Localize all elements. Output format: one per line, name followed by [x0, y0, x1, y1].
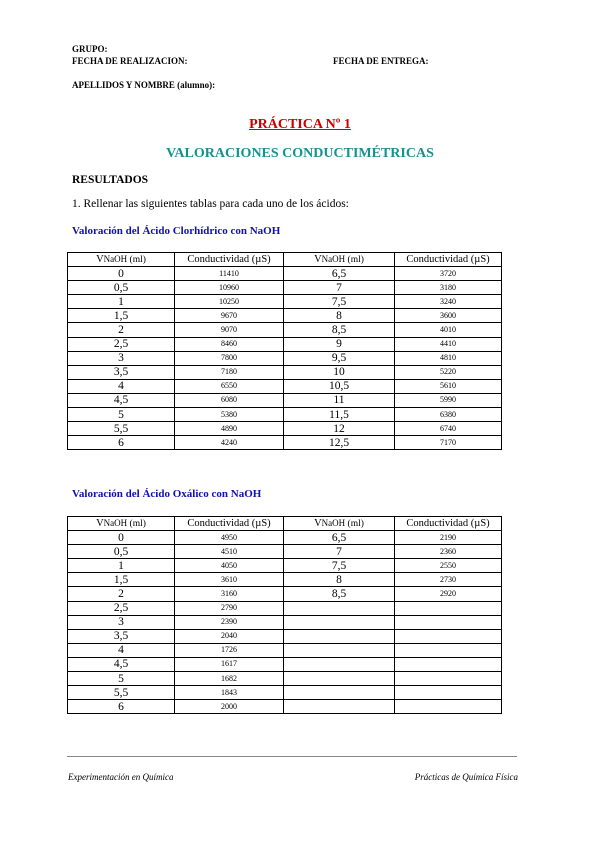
results-heading: RESULTADOS — [72, 174, 149, 186]
table-row — [68, 309, 502, 323]
practice-title: PRÁCTICA Nº 1 — [249, 117, 351, 132]
table-row — [68, 545, 502, 559]
conductivity-cell: 5610 — [395, 379, 502, 393]
conductivity-cell: 3240 — [395, 295, 502, 309]
volume-cell: 7,5 — [284, 559, 395, 573]
volume-cell — [284, 700, 395, 714]
volume-cell: 4 — [68, 643, 175, 657]
conductivity-cell: 2390 — [175, 615, 284, 629]
volume-cell: 3 — [68, 615, 175, 629]
conductivity-cell — [395, 700, 502, 714]
volume-cell: 4,5 — [68, 393, 175, 407]
conductivity-cell — [395, 601, 502, 615]
volume-cell: 2,5 — [68, 601, 175, 615]
volume-cell — [284, 686, 395, 700]
volume-cell: 6 — [68, 700, 175, 714]
volume-cell: 0,5 — [68, 545, 175, 559]
volume-cell — [284, 672, 395, 686]
volume-cell: 8,5 — [284, 587, 395, 601]
conductivity-cell: 2790 — [175, 601, 284, 615]
volume-header: VNaOH (ml) — [284, 253, 395, 267]
conductivity-cell: 1682 — [175, 672, 284, 686]
volume-cell: 8 — [284, 573, 395, 587]
conductivity-cell: 11410 — [175, 267, 284, 281]
conductivity-cell: 9070 — [175, 323, 284, 337]
conductivity-cell — [395, 643, 502, 657]
table-row — [68, 281, 502, 295]
conductivity-cell: 4410 — [395, 337, 502, 351]
table-row — [68, 323, 502, 337]
conductivity-cell: 3180 — [395, 281, 502, 295]
volume-cell: 2 — [68, 323, 175, 337]
volume-cell: 11,5 — [284, 408, 395, 422]
conductivity-cell: 2920 — [395, 587, 502, 601]
volume-cell: 10,5 — [284, 379, 395, 393]
volume-cell: 5 — [68, 408, 175, 422]
hcl-titration-table — [67, 252, 502, 450]
table2-title: Valoración del Ácido Oxálico con NaOH — [72, 488, 262, 500]
table-row — [68, 657, 502, 671]
table-row — [68, 643, 502, 657]
table-row — [68, 686, 502, 700]
volume-cell: 5,5 — [68, 686, 175, 700]
conductivity-cell: 7170 — [395, 436, 502, 450]
conductivity-cell: 2360 — [395, 545, 502, 559]
volume-cell: 5 — [68, 672, 175, 686]
conductivity-cell: 6080 — [175, 393, 284, 407]
conductivity-cell: 2730 — [395, 573, 502, 587]
table-row — [68, 531, 502, 545]
conductivity-cell: 6740 — [395, 422, 502, 436]
conductivity-cell: 8460 — [175, 337, 284, 351]
conductivity-cell: 3600 — [395, 309, 502, 323]
volume-cell: 1,5 — [68, 309, 175, 323]
conductivity-cell: 9670 — [175, 309, 284, 323]
footer-left: Experimentación en Química — [68, 772, 174, 782]
date-due-label: FECHA DE ENTREGA: — [333, 56, 429, 66]
volume-header: VNaOH (ml) — [68, 253, 175, 267]
table-header-row — [68, 253, 502, 267]
volume-cell: 4 — [68, 379, 175, 393]
conductivity-cell: 10960 — [175, 281, 284, 295]
conductivity-cell: 2550 — [395, 559, 502, 573]
volume-cell: 6,5 — [284, 267, 395, 281]
student-name-label: APELLIDOS Y NOMBRE (alumno): — [72, 80, 216, 90]
volume-cell — [284, 657, 395, 671]
volume-cell: 11 — [284, 393, 395, 407]
volume-cell: 3 — [68, 351, 175, 365]
volume-header: VNaOH (ml) — [284, 517, 395, 531]
volume-cell: 0,5 — [68, 281, 175, 295]
table-row — [68, 700, 502, 714]
conductivity-cell: 4810 — [395, 351, 502, 365]
volume-cell: 9,5 — [284, 351, 395, 365]
volume-cell — [284, 643, 395, 657]
table-row — [68, 615, 502, 629]
conductivity-header: Conductividad (µS) — [175, 253, 284, 267]
topic-title: VALORACIONES CONDUCTIMÉTRICAS — [166, 146, 434, 161]
conductivity-cell: 3720 — [395, 267, 502, 281]
volume-cell: 0 — [68, 531, 175, 545]
conductivity-cell: 1726 — [175, 643, 284, 657]
volume-cell: 4,5 — [68, 657, 175, 671]
volume-cell: 8,5 — [284, 323, 395, 337]
conductivity-cell: 2000 — [175, 700, 284, 714]
conductivity-cell: 6550 — [175, 379, 284, 393]
conductivity-cell — [395, 657, 502, 671]
table-row — [68, 295, 502, 309]
table-row — [68, 436, 502, 450]
table-row — [68, 365, 502, 379]
conductivity-cell — [395, 615, 502, 629]
table-row — [68, 408, 502, 422]
conductivity-header: Conductividad (µS) — [395, 253, 502, 267]
conductivity-cell: 1843 — [175, 686, 284, 700]
conductivity-cell — [395, 629, 502, 643]
conductivity-cell: 4240 — [175, 436, 284, 450]
conductivity-cell: 3610 — [175, 573, 284, 587]
volume-cell: 7,5 — [284, 295, 395, 309]
volume-cell: 2 — [68, 587, 175, 601]
volume-cell: 6 — [68, 436, 175, 450]
table-header-row — [68, 517, 502, 531]
volume-cell: 6,5 — [284, 531, 395, 545]
conductivity-cell: 4510 — [175, 545, 284, 559]
volume-cell: 5,5 — [68, 422, 175, 436]
conductivity-cell: 2190 — [395, 531, 502, 545]
conductivity-cell: 4050 — [175, 559, 284, 573]
date-done-label: FECHA DE REALIZACION: — [72, 56, 188, 66]
table-row — [68, 422, 502, 436]
volume-cell — [284, 629, 395, 643]
conductivity-cell: 3160 — [175, 587, 284, 601]
volume-cell — [284, 615, 395, 629]
conductivity-cell: 1617 — [175, 657, 284, 671]
table-row — [68, 629, 502, 643]
conductivity-header: Conductividad (µS) — [175, 517, 284, 531]
volume-cell: 1 — [68, 295, 175, 309]
volume-cell: 10 — [284, 365, 395, 379]
table-row — [68, 393, 502, 407]
conductivity-cell: 4890 — [175, 422, 284, 436]
oxalic-titration-table — [67, 516, 502, 714]
group-label: GRUPO: — [72, 44, 108, 54]
volume-cell: 3,5 — [68, 365, 175, 379]
table-row — [68, 672, 502, 686]
volume-cell: 8 — [284, 309, 395, 323]
volume-cell: 12,5 — [284, 436, 395, 450]
conductivity-cell: 7180 — [175, 365, 284, 379]
table-row — [68, 601, 502, 615]
volume-cell: 1,5 — [68, 573, 175, 587]
volume-cell: 2,5 — [68, 337, 175, 351]
conductivity-cell: 4010 — [395, 323, 502, 337]
volume-cell: 1 — [68, 559, 175, 573]
volume-cell: 9 — [284, 337, 395, 351]
table-row — [68, 337, 502, 351]
conductivity-cell: 5220 — [395, 365, 502, 379]
conductivity-cell — [395, 672, 502, 686]
volume-cell: 3,5 — [68, 629, 175, 643]
table1-title: Valoración del Ácido Clorhídrico con NaOH — [72, 225, 281, 237]
table-row — [68, 379, 502, 393]
conductivity-cell: 4950 — [175, 531, 284, 545]
conductivity-cell: 5990 — [395, 393, 502, 407]
conductivity-cell — [395, 686, 502, 700]
volume-cell: 0 — [68, 267, 175, 281]
volume-cell: 7 — [284, 281, 395, 295]
volume-header: VNaOH (ml) — [68, 517, 175, 531]
conductivity-header: Conductividad (µS) — [395, 517, 502, 531]
instruction-text: 1. Rellenar las siguientes tablas para cada uno de los ácidos: — [72, 198, 349, 210]
table-row — [68, 267, 502, 281]
table-row — [68, 573, 502, 587]
volume-cell — [284, 601, 395, 615]
conductivity-cell: 2040 — [175, 629, 284, 643]
footer-right: Prácticas de Química Física — [414, 772, 518, 782]
footer-divider — [67, 756, 517, 757]
conductivity-cell: 7800 — [175, 351, 284, 365]
volume-cell: 12 — [284, 422, 395, 436]
conductivity-cell: 6380 — [395, 408, 502, 422]
volume-cell: 7 — [284, 545, 395, 559]
conductivity-cell: 5380 — [175, 408, 284, 422]
conductivity-cell: 10250 — [175, 295, 284, 309]
table-row — [68, 351, 502, 365]
table-row — [68, 559, 502, 573]
table-row — [68, 587, 502, 601]
